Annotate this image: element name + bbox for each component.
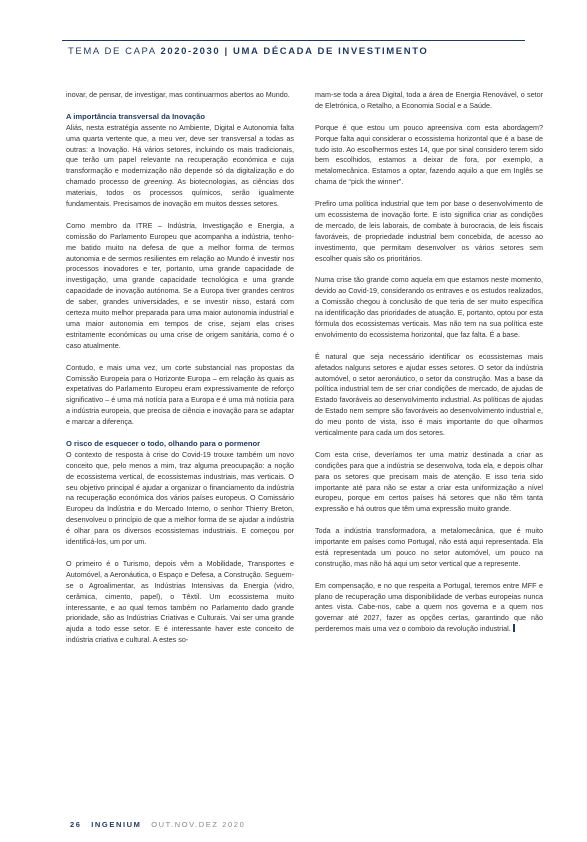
paragraph: Numa crise tão grande como aquela em que estamos neste momento, devido ao Covid-19, considerando os entraves e os estudos realizados, a Comissão chegou à conclusão de que teria de ser muito específica na identificação das prioridades de atuação. E, portanto, optou por esta fórmula dos ecossistemas verticais. Mas não tem na sua política este envolvimento do ecossistema horizontal, que faz falta. É a base. [315,275,543,339]
paragraph-final: Em compensação, e no que respeita a Portugal, teremos entre MFF e plano de recuperação uma disponibilidade de verbas europeias nunca antes vista. Cabe-nos, cabe a quem nos governa e a quem nos governar até 2027, fazer as opções certas, garantindo que não perderemos mais uma vez o comboio da revolução industrial. [315,580,543,634]
paragraph: Toda a indústria transformadora, a metalomecânica, que é muito importante em países como Portugal, não está aqui representada. Ela está representada um pouco no setor automóvel, um pouco na construção, mas não há aqui um setor vertical que a represente. [315,526,543,568]
paragraph: É natural que seja necessário identificar os ecossistemas mais afetados nalguns setores e ajudar esses setores. O setor da indústria automóvel, o setor aeronáutico, o setor da construção. Mas a base da política industrial tem de ser criar condições de mercado, de ajudas de Estado favoráveis ao desenvolvimento industrial. As políticas de ajudas de Estado nem sempre são favoráveis ao desenvolvimento industrial e, do meu ponto de vista, isso é mais importante do que olharmos verticalmente para cada um dos setores. [315,351,543,438]
paragraph: Porque é que estou um pouco apreensiva com esta abordagem? Porque falta aqui considerar o ecossistema horizontal que é a base de tudo isto. Ao escolhermos estes 14, que por sinal considero terem sido bem escolhidos, estamos a deixar de fora, por exemplo, a metalomecânica. Estamos a optar, fazendo aquilo a que em Inglês se chama de “pick the winner”. [315,122,543,187]
magazine-name: INGENIUM [91,820,142,829]
page-number: 26 [70,820,82,829]
paragraph: Prefiro uma política industrial que tem por base o desenvolvimento de um ecossistema de inovação forte. E isto significa criar as condições de mercado, de leis laborais, de combate à burocracia, de leis fiscais favoráveis, de propriedade industrial bem concebida, de acesso ao investimento, que permitam desenvolver os vários setores sem escolher quais são os prioritários. [315,199,543,263]
subheading-risk: O risco de esquecer o todo, olhando para o pormenor [66,438,261,448]
header-separator: | [224,46,229,57]
right-column [315,90,543,646]
issue-date: OUT.NOV.DEZ 2020 [151,820,246,829]
footer [70,820,245,829]
header-section: TEMA DE CAPA [68,46,157,57]
end-of-article-mark [513,624,515,632]
paragraph: O contexto de resposta à crise do Covid-19 trouxe também um novo conceito que, pelo menos a mim, traz alguma preocupação: a noção de ecossistema vertical, de ecossistemas industriais, mas verticais. O seu objetivo principal é ajudar a organizar o financiamento da indústria na recuperação económica dos vários países europeus. O Comissário Europeu da Indústria e do Mercado Interno, o senhor Thierry Breton, desenvolveu o princípio de que a melhor forma de se ajudar a indústria é olhar para os diversos ecossistemas industriais. E começou por identificá-los, um por um. [66,449,294,547]
left-column [66,90,294,657]
paragraph: Contudo, e mais uma vez, um corte substancial nas propostas da Comissão Europeia para o Horizonte Europa – em relação às quais as expetativas do Parlamento Europeu eram expressivamente de reforço significativo – é uma má notícia para a Europa e é uma má notícia para a indústria europeia, que precisa de ciência e inovação para se adaptar e marcar a diferença. [66,362,294,427]
subheading-innovation: A importância transversal da Inovação [66,111,205,121]
paragraph: Como membro da ITRE – Indústria, Investigação e Energia, a comissão do Parlamento Europeu que acompanha a indústria, tenho-me batido muito na defesa de que a melhor forma de termos autonomia e de sermos resilientes em relação ao Mundo é investir nos processos inovadores e ter, portanto, uma grande capacidade de investigação, uma grande capacidade tecnológica e uma grande capacidade de inovação autónoma. Se a Europa tiver grandes centros de saber, grandes universidades, e se investir nisso, estará com certeza muito melhor preparada para uma maior autonomia industrial e uma maior autonomia em tempos de crise, sejam elas crises estritamente económicas ou uma crise de origem sanitária, como é o caso atualmente. [66,220,294,350]
paragraph: Com esta crise, deveríamos ter uma matriz destinada a criar as condições para que a indústria se desenvolva, toda ela, e depois olhar para os setores que precisam mais de atenção. E isso teria sido importante até para não se estar a criar esta uniformização a nível europeu, porque em certos países há setores que não têm tanta expressão e há outros que têm uma expressão muito grande. [315,449,543,514]
paragraph: inovar, de pensar, de investigar, mas continuarmos abertos ao Mundo. [66,90,290,99]
header-years: 2020-2030 [160,46,221,57]
paragraph: Aliás, nesta estratégia assente no Ambiente, Digital e Autonomia falta uma quarta vertente que, a meu ver, deve ser transversal a todas as outras: a Inovação. Há vários setores, incluindo os mais tradicionais, que terão um papel relevante na recuperação económica e cuja transformação e modernização não depende só da digitalização e do chamado processo de greening. As biotecnologias, as ciências dos materiais, todos os processos químicos, serão igualmente fundamentais. Precisamos de inovação em muitos desses setores. [66,122,295,209]
paragraph: mam-se toda a área Digital, toda a área de Energia Renovável, o setor de Eletrónica, o Retalho, a Economia Social e a Saúde. [315,90,543,110]
header-rule [62,40,525,41]
paragraph: O primeiro é o Turismo, depois vêm a Mobilidade, Transportes e Automóvel, a Aeronáutica, o Espaço e Defesa, a Construção. Seguem-se o Agroalimentar, as Indústrias Intensivas da Energia (vidro, cerâmica, cimento, papel), o Têxtil. Um ecossistema muito interessante, e ao qual temos também no Parlamento dado grande prioridade, são as Indústrias Criativas e Culturais. Vai ser uma grande ajuda a todo esse setor. E é interessante haver este conceito de indústria criativa e cultural. A estes so- [66,558,294,645]
running-header [68,46,428,57]
header-title: UMA DÉCADA DE INVESTIMENTO [233,46,429,57]
